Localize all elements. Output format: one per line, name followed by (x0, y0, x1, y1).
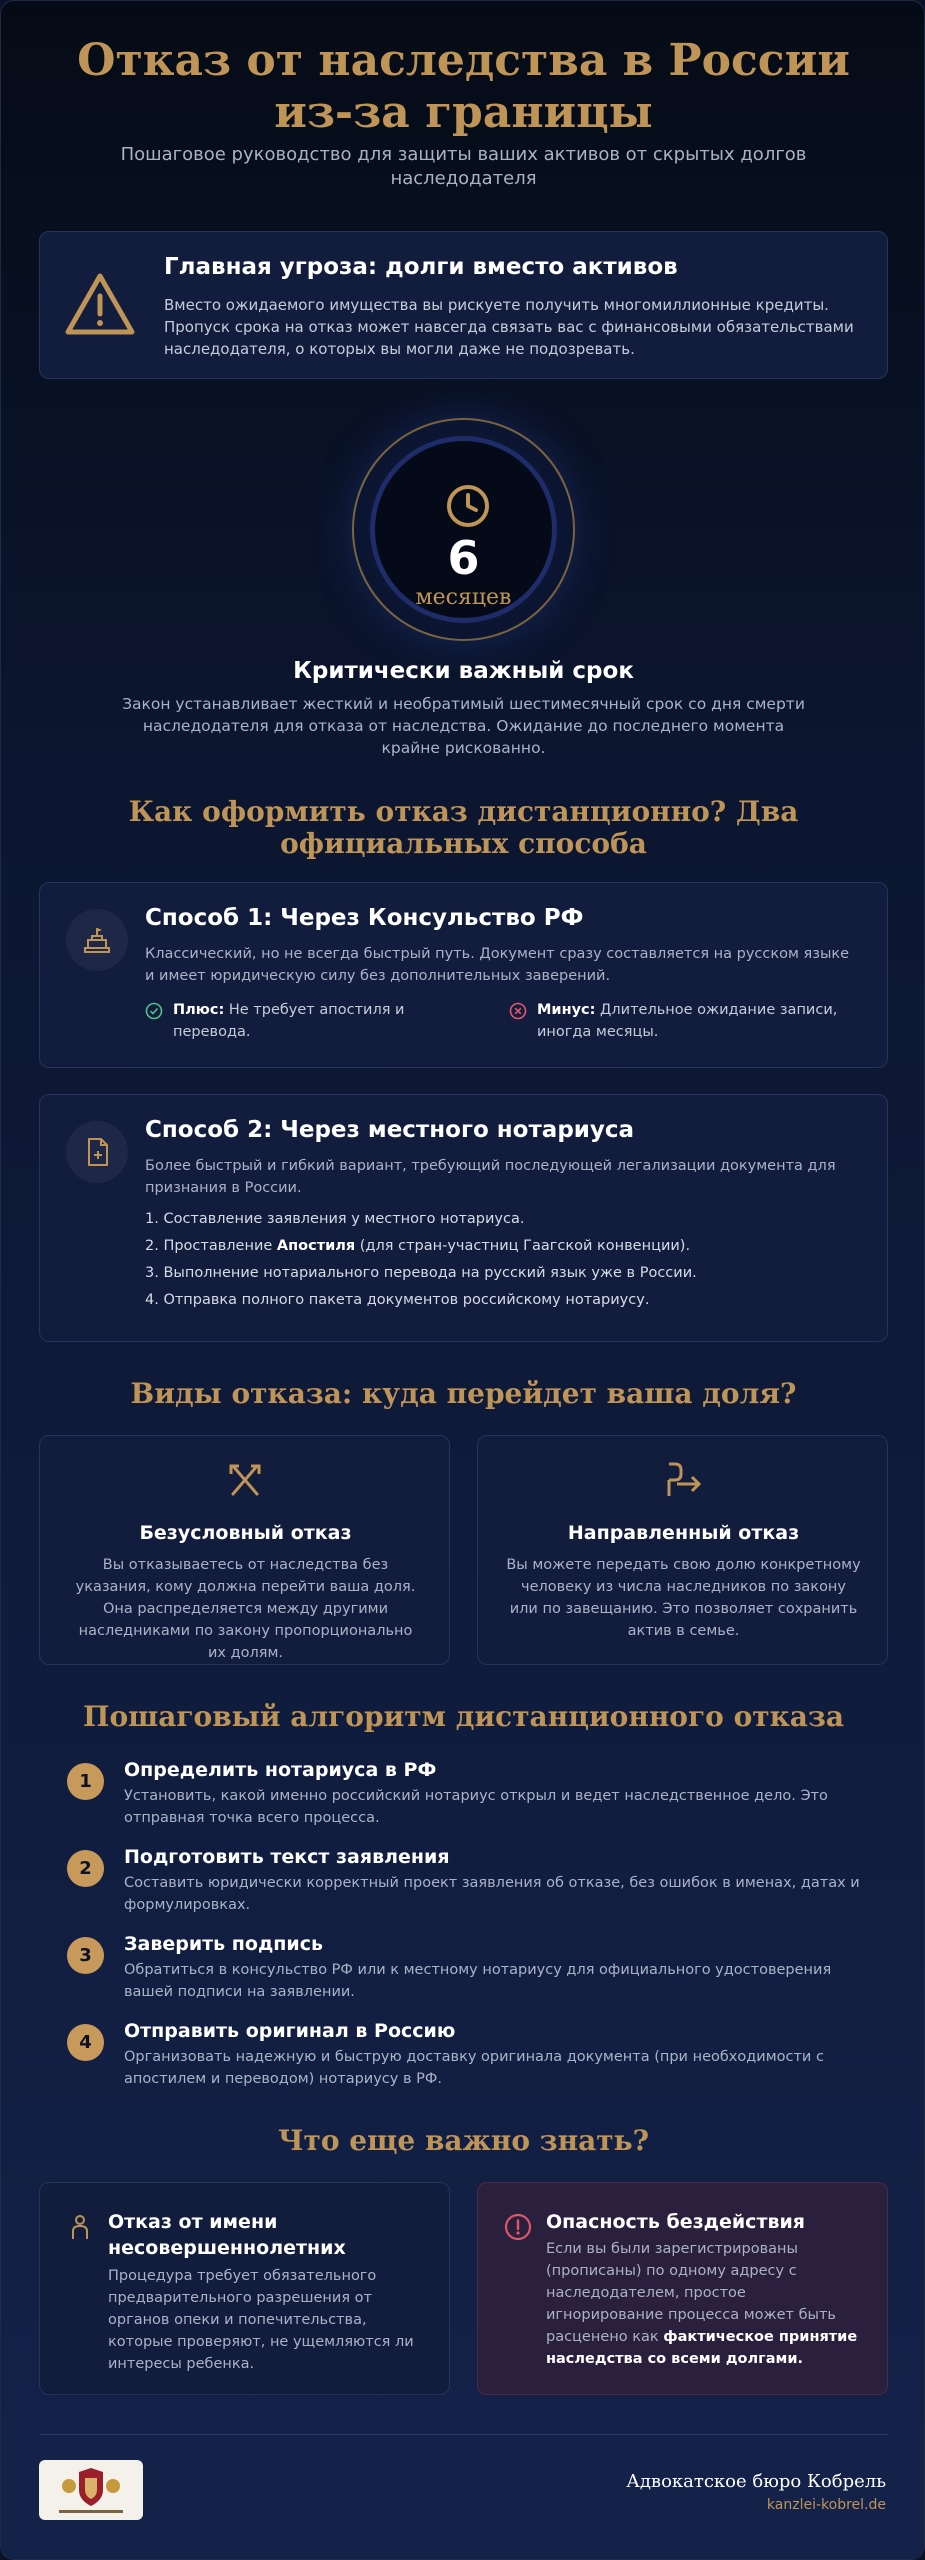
danger-title: Опасность бездействия (546, 2211, 805, 2233)
step-number-badge: 2 (67, 1850, 104, 1887)
x-circle-icon (509, 1002, 527, 1020)
method-notary-icon-wrap (66, 1121, 128, 1183)
warning-icon (64, 270, 136, 338)
danger-card (477, 2182, 888, 2395)
deadline-number: 6 (447, 531, 480, 585)
minors-title: Отказ от имени несовершеннолетних (108, 2211, 346, 2259)
directed-text: Вы можете передать свою долю конкретному человеку из числа наследников по закону или по завещанию. Это позволяет сохранить актив в семье. (506, 1557, 861, 1639)
child-icon (66, 2213, 94, 2241)
clock-icon (445, 483, 491, 529)
deadline-text: Закон устанавливает жесткий и необратимый шестимесячный срок со дня смерти наследодателя для отказа от наследства. Ожидание до последнего момента крайне рискованно. (122, 695, 805, 757)
footer-divider (39, 2434, 888, 2435)
deadline-unit: месяцев (415, 585, 512, 610)
method-consulate-icon-wrap (66, 909, 128, 971)
con-label: Минус: (537, 1002, 596, 1018)
types-section-title: Виды отказа: куда перейдет ваша доля? (130, 1377, 797, 1410)
page-title: Отказ от наследства в России из-за границы (77, 35, 850, 138)
list-item: 3. Выполнение нотариального перевода на русский язык уже в России. (145, 1265, 697, 1281)
important-section-title: Что еще важно знать? (277, 2124, 650, 2157)
page-subtitle: Пошаговое руководство для защиты ваших активов от скрытых долгов наследодателя (120, 144, 807, 189)
check-circle-icon (145, 1002, 163, 1020)
firm-name: Адвокатское бюро Кобрель (626, 2471, 886, 2492)
consulate-icon (81, 924, 113, 956)
algorithm-section-title: Пошаговый алгоритм дистанционного отказа (83, 1700, 844, 1733)
method-notary-desc: Более быстрый и гибкий вариант, требующий последующей легализации документа для признания в России. (145, 1158, 836, 1196)
unconditional-text: Вы отказываетесь от наследства без указания, кому должна перейти ваша доля. Она распределяется между другими наследниками по закону пропорционально их долям. (75, 1557, 416, 1661)
method-notary-title: Способ 2: Через местного нотариуса (145, 1117, 635, 1143)
threat-text: Вместо ожидаемого имущества вы рискуете получить многомиллионные кредиты. Пропуск срока на отказ может навсегда связать вас с финансовыми обязательствами наследодателя, о которых вы могли даже не подозревать. (164, 296, 854, 358)
step-title: Заверить подпись (124, 1933, 324, 1955)
step-number-badge: 3 (67, 1937, 104, 1974)
method-notary-steps (145, 1209, 860, 1317)
method-consulate-title: Способ 1: Через Консульство РФ (145, 905, 584, 931)
step-text: Составить юридически корректный проект заявления об отказе, без ошибок в именах, датах и формулировках. (124, 1875, 860, 1913)
list-item: 4. Отправка полного пакета документов российскому нотариусу. (145, 1292, 650, 1308)
route-arrow-icon (663, 1460, 703, 1500)
minors-text: Процедура требует обязательного предварительного разрешения от органов опеки и попечительства, которые проверяют, не ущемляются ли интересы ребенка. (108, 2268, 414, 2372)
unconditional-title: Безусловный отказ (139, 1522, 352, 1544)
step-title: Подготовить текст заявления (124, 1846, 450, 1868)
directed-card (477, 1435, 888, 1665)
step-title: Определить нотариуса в РФ (124, 1759, 437, 1781)
step-text: Обратиться в консульство РФ или к местному нотариусу для официального удостоверения вашей подписи на заявлении. (124, 1962, 832, 2000)
methods-section-title: Как оформить отказ дистанционно? Два официальных способа (128, 795, 799, 860)
deadline-timer (352, 418, 575, 641)
firm-website-link[interactable]: kanzlei-kobrel.de (766, 2497, 886, 2513)
method-consulate-pro (145, 999, 475, 1043)
step-number-badge: 4 (67, 2024, 104, 2061)
threat-title: Главная угроза: долги вместо активов (164, 254, 678, 280)
step-number-badge: 1 (67, 1763, 104, 1800)
step-title: Отправить оригинал в Россию (124, 2020, 456, 2042)
list-item: 2. Проставление Апостиля (для стран-участниц Гаагской конвенции). (145, 1238, 691, 1254)
method-consulate-card (39, 882, 888, 1068)
danger-text: Если вы были зарегистрированы (прописаны) по одному адресу с наследодателем, простое игнорирование процесса может быть расценено как фактическое принятие наследства со всеми долгами. (546, 2241, 858, 2367)
threat-card (39, 231, 888, 379)
method-consulate-con (509, 999, 859, 1043)
unconditional-card (39, 1435, 450, 1665)
minors-card (39, 2182, 450, 2395)
firm-logo (39, 2460, 143, 2520)
alert-circle-icon (504, 2213, 532, 2241)
step-text: Организовать надежную и быструю доставку оригинала документа (при необходимости с апостилем и переводом) нотариусу в РФ. (124, 2049, 824, 2087)
pro-label: Плюс: (173, 1002, 225, 1018)
split-arrows-icon (225, 1460, 265, 1500)
deadline-title: Критически важный срок (293, 658, 634, 684)
con-text: Длительное ожидание записи, иногда месяцы. (537, 1002, 838, 1040)
pro-text: Не требует апостиля и перевода. (173, 1002, 405, 1040)
list-item: 1. Составление заявления у местного нотариуса. (145, 1211, 525, 1227)
step-text: Установить, какой именно российский нотариус открыл и ведет наследственное дело. Это отправная точка всего процесса. (124, 1788, 828, 1826)
directed-title: Направленный отказ (567, 1522, 800, 1544)
method-consulate-desc: Классический, но не всегда быстрый путь. Документ сразу составляется на русском языке и имеет юридическую силу без дополнительных заверений. (145, 946, 850, 984)
method-notary-card (39, 1094, 888, 1342)
document-plus-icon (81, 1136, 113, 1168)
